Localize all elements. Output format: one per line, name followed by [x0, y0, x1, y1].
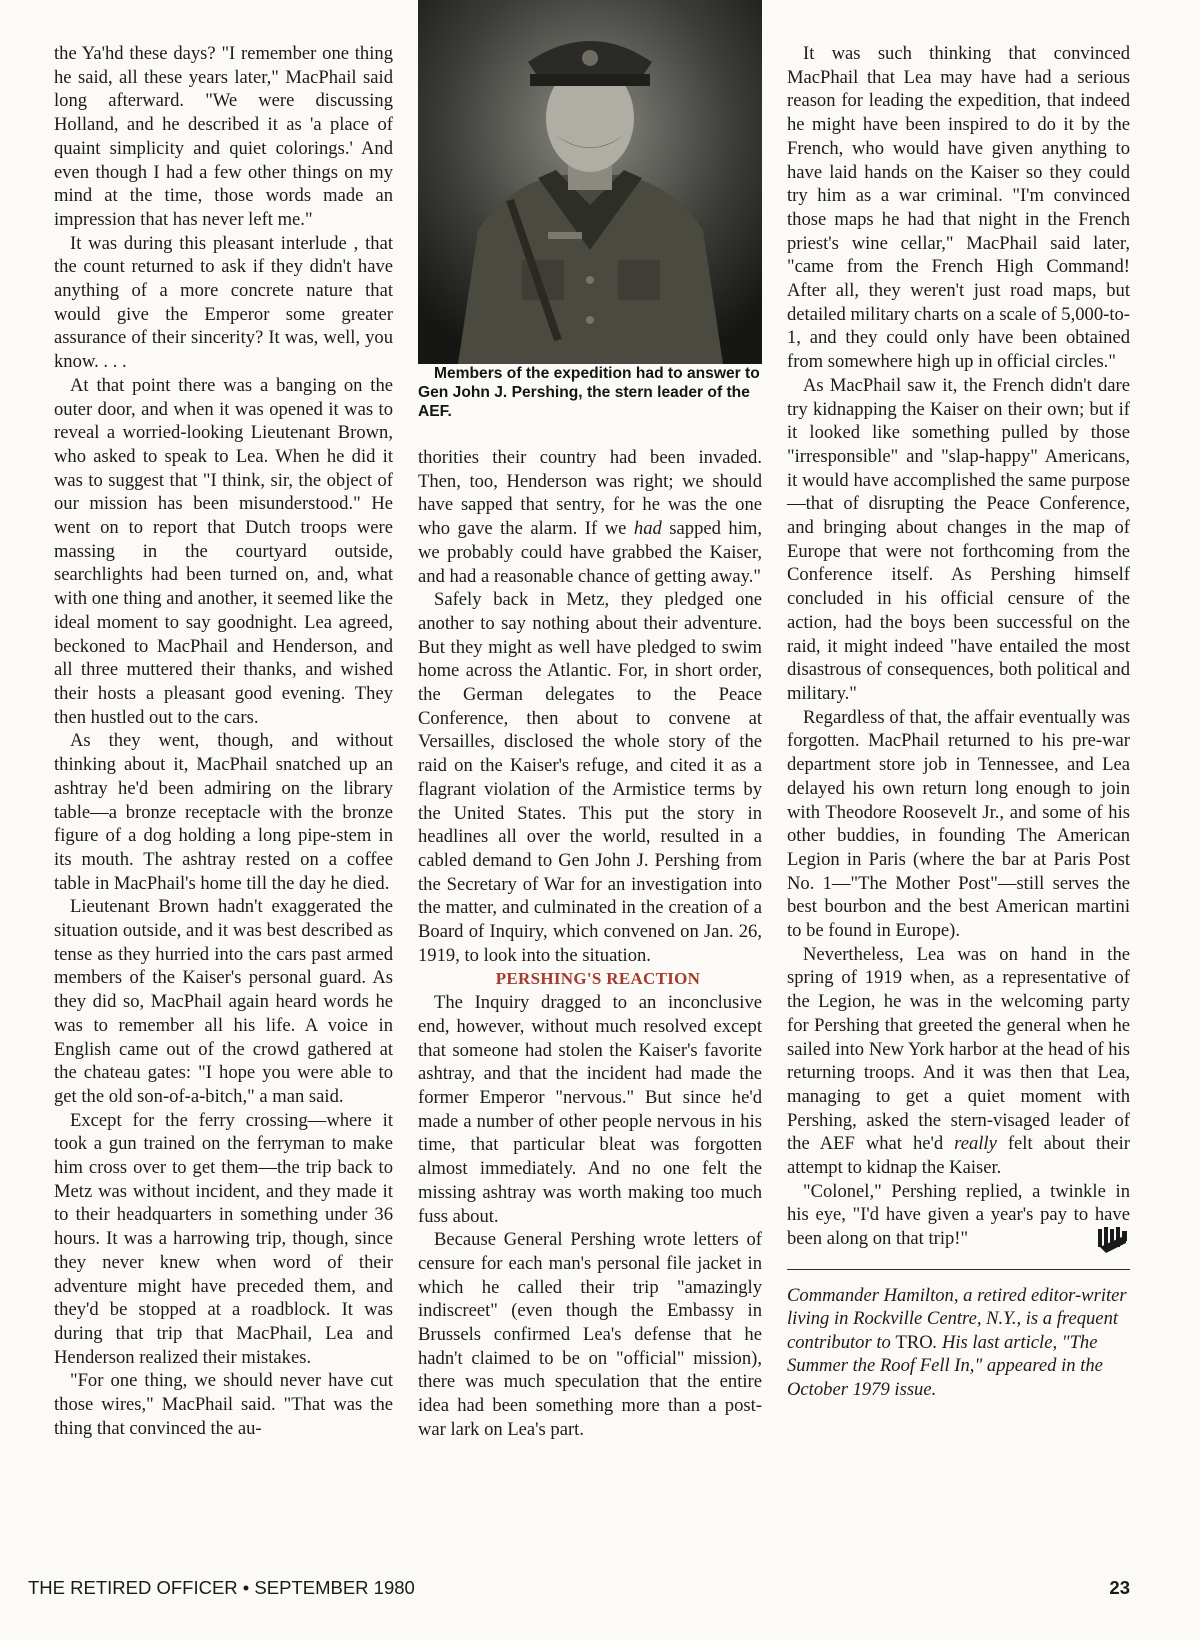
paragraph: Regardless of that, the affair eventually was forgotten. MacPhail returned to his pre-war department store job in Tennessee, and Lea delayed his own return long enough to join with Theodore Roosevelt Jr., and some of his other buddies, in founding The American Legion in Paris (where the bar at Paris Post No. 1—"The Mother Post"—still serves the best bourbon and the best American martini to be found in Europe).	[787, 706, 1130, 942]
column-3	[787, 42, 1130, 1401]
page-number: 23	[1109, 1577, 1130, 1598]
end-mark-icon	[1096, 1225, 1130, 1255]
paragraph: "Colonel," Pershing replied, a twinkle in his eye, "I'd have given a year's pay to have been along on that trip!"	[787, 1180, 1130, 1250]
paragraph: Except for the ferry crossing—where it took a gun trained on the ferryman to make him cross over to get them—the trip back to Metz was without incident, and they made it to their headquarters in something under 36 hours. It was a harrowing trip, though, since they never knew when word of their adventure might have preceded them, and they'd be stopped at a roadblock. It was during that trip that MacPhail, Lea and Henderson realized their mistakes.	[54, 1109, 393, 1368]
paragraph: Nevertheless, Lea was on hand in the spring of 1919 when, as a representative of the Legion, he was in the welcoming party for Pershing that greeted the general when he sailed into New York harbor at the head of his returning troops. And it was then that Lea, managing to get a quiet moment with Pershing, asked the stern-visaged leader of the AEF what he'd really felt about their attempt to kidnap the Kaiser.	[787, 943, 1130, 1179]
paragraph: "For one thing, we should never have cut those wires," MacPhail said. "That was the thing that convinced the au-	[54, 1370, 393, 1439]
paragraph: As they went, though, and without thinking about it, MacPhail snatched up an ashtray he'd been admiring on the library table—a bronze receptacle with the bronze figure of a dog holding a long pipe-stem in its mouth. The ashtray rested on a coffee table in MacPhail's home till the day he died.	[54, 730, 393, 894]
paragraph: Safely back in Metz, they pledged one another to say nothing about their adventure. But they might as well have pledged to swim home across the Atlantic. For, in short order, the German delegates to the Peace Conference, then about to convene at Versailles, disclosed the whole story of the raid on the Kaiser's refuge, and cited it as a flagrant violation of the Armistice terms by the United States. This put the story in headlines all over the world, resulted in a cabled demand to Gen John J. Pershing from the Secretary of War for an investigation into the matter, and culminated in the creation of a Board of Inquiry, which convened on Jan. 26, 1919, to look into the situation.	[418, 589, 762, 966]
paragraph: the Ya'hd these days? "I remember one thing he said, all these years later," MacPhail said long afterward. "We were discussing Holland, and he described it as 'a place of quaint simplicity and quiet colorings.' And even though I had a few other things on my mind at the time, those words made an impression that has never left me."	[54, 43, 393, 230]
portrait-illustration	[418, 0, 762, 364]
photo-caption: Members of the expedition had to answer to Gen John J. Pershing, the stern leader of the AEF.	[418, 365, 760, 420]
pershing-photo	[418, 0, 762, 364]
column-2	[418, 0, 762, 1442]
section-subhead: PERSHING'S REACTION	[495, 969, 701, 989]
paragraph: thorities their country had been invaded. Then, too, Henderson was right; we should have sapped that sentry, for he was the one who gave the alarm. If we had sapped him, we probably could have grabbed the Kaiser, and had a reasonable chance of getting away."	[418, 447, 762, 587]
paragraph: Lieutenant Brown hadn't exaggerated the situation outside, and it was best described as tense as they hurried into the cars past armed members of the Kaiser's personal guard. As they did so, MacPhail again heard words he was to remember all his life. A voice in English came out of the crowd gathered at the chateau gates: "I hope you were able to get the old son-of-a-bitch," a man said.	[54, 896, 393, 1107]
paragraph: It was during this pleasant interlude , that the count returned to ask if they didn't have anything of a more concrete nature that would give the Emperor some greater assurance of their sincerity? It was, well, you know. . . .	[54, 232, 393, 373]
paragraph: The Inquiry dragged to an inconclusive end, however, without much resolved except that someone had stolen the Kaiser's favorite ashtray, and that the incident had made the former Emperor "nervous." But since he'd made a number of other people nervous in his time, that particular bleat was forgotten almost immediately. And no one felt the missing ashtray was worth making too much fuss about.	[418, 992, 762, 1227]
paragraph: As MacPhail saw it, the French didn't dare try kidnapping the Kaiser on their own; but if it looked like something pulled by those "irresponsible" and "slap-happy" Americans, it would have accomplished the same purpose—that of disrupting the Peace Conference, and bringing about changes in the map of Europe that were not forthcoming from the Conference itself. As Pershing himself concluded in his official censure of the action, had the boys been successful on the raid, it might indeed "have entailed the most disastrous of consequences, both political and military."	[787, 374, 1130, 704]
paragraph: At that point there was a banging on the outer door, and when it was opened it was to reveal a worried-looking Lieutenant Brown, who asked to speak to Lea. When he did it was to suggest that "I think, sir, the object of our mission has been misunderstood." He went on to report that Dutch troops were massing in the courtyard outside, searchlights had been turned on, and, what with one thing and another, it seemed like the ideal moment to say goodnight. Lea agreed, beckoned to MacPhail and Henderson, and all three muttered their thanks, and wished their hosts a pleasant good evening. They then hustled out to the cars.	[54, 374, 393, 728]
paragraph: It was such thinking that convinced MacPhail that Lea may have had a serious reason for leading the expedition, that indeed he might have been inspired to do it by the French, who would have given anything to have laid hands on the Kaiser so they could try him as a war criminal. "I'm convinced those maps he had that night in the French priest's wine cellar," MacPhail said later, "came from the French High Command! After all, they weren't just road maps, but detailed military charts on a scale of 5,000-to-1, and they could only have been obtained from somewhere high up in official circles."	[787, 43, 1130, 373]
publication-line: THE RETIRED OFFICER • SEPTEMBER 1980	[28, 1577, 415, 1598]
column-1	[54, 42, 393, 1440]
paragraph: Because General Pershing wrote letters of censure for each man's personal file jacket in which he called their trip "amazingly indiscreet" (even though the Embassy in Brussels confirmed Lea's defense that he hadn't claimed to be on "official" mission), there was much speculation that the entire idea had been something more than a post-war lark on Lea's part.	[418, 1229, 762, 1440]
divider	[787, 1269, 1130, 1270]
author-bio: Commander Hamilton, a retired editor-writer living in Rockville Centre, N.Y., is a frequent contributor to TRO. His last article, "The Summer the Roof Fell In," appeared in the October 1979 issue.	[787, 1284, 1127, 1400]
